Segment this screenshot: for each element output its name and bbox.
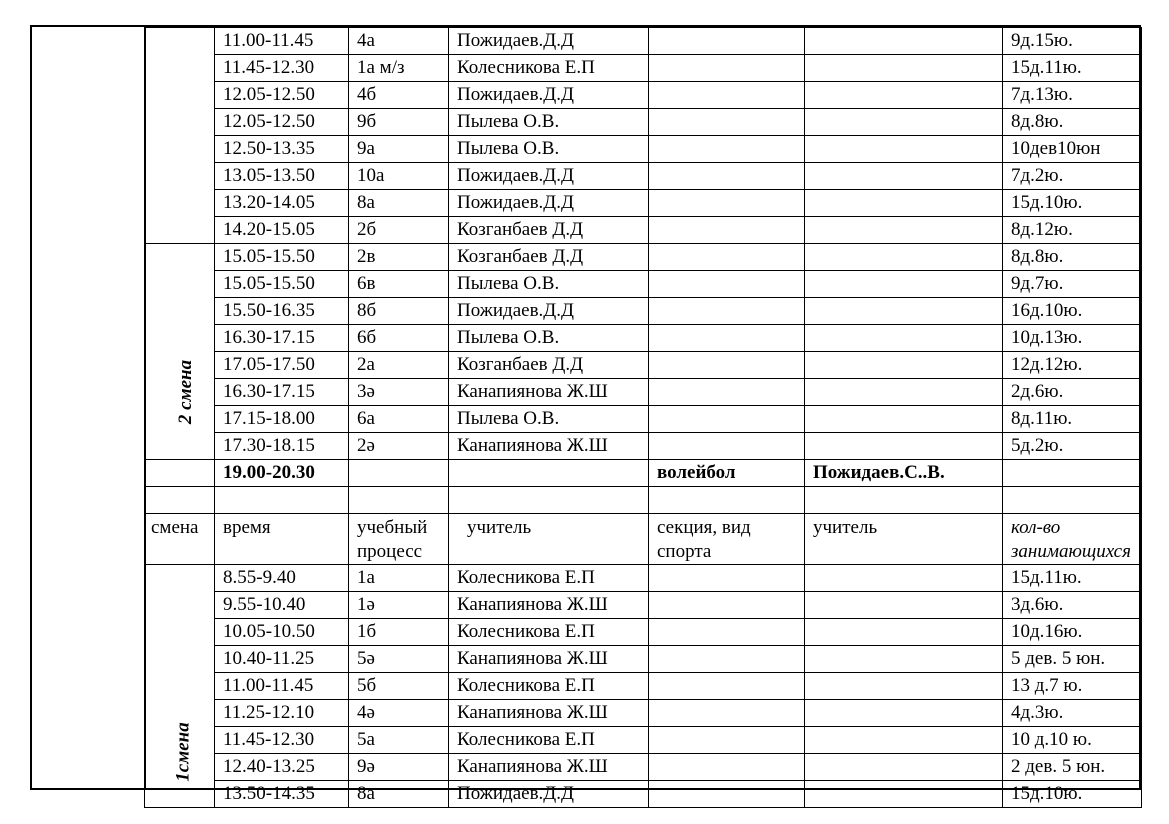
teacher-cell: Пылева О.В. (449, 406, 649, 433)
teacher-cell: Пожидаев.Д.Д (449, 190, 649, 217)
section-cell (649, 136, 805, 163)
count-cell: 2д.6ю. (1003, 379, 1142, 406)
class-cell: 4ә (349, 700, 449, 727)
count-cell: 7д.2ю. (1003, 163, 1142, 190)
section-teacher-cell (805, 55, 1003, 82)
section-teacher: Пожидаев.С..В. (805, 460, 1003, 487)
section-teacher-cell (805, 433, 1003, 460)
class-cell: 6а (349, 406, 449, 433)
time-cell: 15.50-16.35 (215, 298, 349, 325)
count-cell: 5 дев. 5 юн. (1003, 646, 1142, 673)
teacher-cell: Пожидаев.Д.Д (449, 82, 649, 109)
table-row (145, 592, 1142, 619)
teacher-cell: Пожидаев.Д.Д (449, 28, 649, 55)
section-teacher-cell (805, 271, 1003, 298)
table-row (145, 271, 1142, 298)
table-row (145, 379, 1142, 406)
class-cell: 2б (349, 217, 449, 244)
teacher-cell: Канапиянова Ж.Ш (449, 433, 649, 460)
smena-cell (145, 28, 215, 244)
table-row (145, 406, 1142, 433)
section-teacher-cell (805, 28, 1003, 55)
count-cell: 12д.12ю. (1003, 352, 1142, 379)
section-cell (649, 433, 805, 460)
time-cell: 11.45-12.30 (215, 727, 349, 754)
teacher-cell: Колесникова Е.П (449, 673, 649, 700)
class-cell: 6в (349, 271, 449, 298)
teacher-cell: Колесникова Е.П (449, 727, 649, 754)
class-cell: 9ә (349, 754, 449, 781)
count-cell: 13 д.7 ю. (1003, 673, 1142, 700)
class-cell: 1ә (349, 592, 449, 619)
section-cell (649, 781, 805, 808)
class-cell: 4б (349, 82, 449, 109)
count-cell: 9д.15ю. (1003, 28, 1142, 55)
table-row (145, 700, 1142, 727)
section-teacher-cell (805, 379, 1003, 406)
section-teacher-cell (805, 298, 1003, 325)
time-cell: 16.30-17.15 (215, 325, 349, 352)
count-cell: 10д.13ю. (1003, 325, 1142, 352)
section-time: 19.00-20.30 (215, 460, 349, 487)
count-cell: 5д.2ю. (1003, 433, 1142, 460)
time-cell: 11.45-12.30 (215, 55, 349, 82)
section-cell (649, 700, 805, 727)
table-row (145, 217, 1142, 244)
section-teacher-cell (805, 82, 1003, 109)
empty-row (145, 487, 1142, 514)
teacher-cell: Колесникова Е.П (449, 55, 649, 82)
header-time: время (215, 514, 349, 565)
table-row (145, 619, 1142, 646)
section-cell (649, 565, 805, 592)
count-cell: 15д.11ю. (1003, 565, 1142, 592)
class-cell: 1а м/з (349, 55, 449, 82)
class-cell: 6б (349, 325, 449, 352)
time-cell: 9.55-10.40 (215, 592, 349, 619)
class-cell: 2в (349, 244, 449, 271)
table-row (145, 28, 1142, 55)
time-cell: 8.55-9.40 (215, 565, 349, 592)
section-teacher-cell (805, 646, 1003, 673)
section-teacher-cell (805, 781, 1003, 808)
section-teacher-cell (805, 244, 1003, 271)
teacher-cell: Козганбаев Д.Д (449, 352, 649, 379)
section-teacher-cell (805, 352, 1003, 379)
time-cell: 13.20-14.05 (215, 190, 349, 217)
class-cell: 9б (349, 109, 449, 136)
class-cell: 9а (349, 136, 449, 163)
smena-cell (145, 244, 215, 460)
section-teacher-cell (805, 700, 1003, 727)
class-cell: 2а (349, 352, 449, 379)
section-cell (649, 163, 805, 190)
section-cell (649, 673, 805, 700)
class-cell: 5а (349, 727, 449, 754)
table-row (145, 109, 1142, 136)
section-cell (649, 619, 805, 646)
shift-1-label: 1смена (172, 722, 194, 782)
time-cell: 13.50-14.35 (215, 781, 349, 808)
header-smena: смена (145, 514, 215, 565)
table-row (145, 433, 1142, 460)
time-cell: 17.15-18.00 (215, 406, 349, 433)
section-teacher-cell (805, 727, 1003, 754)
count-cell: 10дев10юн (1003, 136, 1142, 163)
section-cell (649, 352, 805, 379)
table-row (145, 754, 1142, 781)
teacher-cell: Канапиянова Ж.Ш (449, 592, 649, 619)
teacher-cell: Пылева О.В. (449, 136, 649, 163)
section-cell (649, 646, 805, 673)
time-cell: 12.05-12.50 (215, 82, 349, 109)
teacher-cell: Канапиянова Ж.Ш (449, 754, 649, 781)
header-teacher2: учитель (805, 514, 1003, 565)
section-cell (649, 325, 805, 352)
table-row (145, 352, 1142, 379)
teacher-cell: Пожидаев.Д.Д (449, 163, 649, 190)
table-row (145, 55, 1142, 82)
section-teacher-cell (805, 136, 1003, 163)
class-cell: 4а (349, 28, 449, 55)
count-cell: 7д.13ю. (1003, 82, 1142, 109)
section-cell (649, 109, 805, 136)
table-row (145, 646, 1142, 673)
table-row (145, 136, 1142, 163)
time-cell: 16.30-17.15 (215, 379, 349, 406)
table-row (145, 82, 1142, 109)
section-cell (649, 190, 805, 217)
table-row (145, 781, 1142, 808)
class-cell: 8а (349, 190, 449, 217)
schedule-table (144, 27, 1142, 808)
count-cell: 2 дев. 5 юн. (1003, 754, 1142, 781)
table-row (145, 244, 1142, 271)
count-cell: 15д.11ю. (1003, 55, 1142, 82)
count-cell: 3д.6ю. (1003, 592, 1142, 619)
shift-2-label: 2 смена (175, 359, 197, 425)
time-cell: 15.05-15.50 (215, 271, 349, 298)
time-cell: 10.40-11.25 (215, 646, 349, 673)
count-cell: 8д.8ю. (1003, 244, 1142, 271)
section-teacher-cell (805, 163, 1003, 190)
table-row (145, 163, 1142, 190)
time-cell: 15.05-15.50 (215, 244, 349, 271)
teacher-cell: Колесникова Е.П (449, 619, 649, 646)
section-cell (649, 271, 805, 298)
class-cell: 5б (349, 673, 449, 700)
table-row (145, 325, 1142, 352)
count-cell: 15д.10ю. (1003, 781, 1142, 808)
class-cell: 8а (349, 781, 449, 808)
header-count: кол-во занимающихся (1003, 514, 1142, 565)
time-cell: 17.05-17.50 (215, 352, 349, 379)
teacher-cell: Пылева О.В. (449, 271, 649, 298)
teacher-cell: Пылева О.В. (449, 325, 649, 352)
teacher-cell: Канапиянова Ж.Ш (449, 646, 649, 673)
time-cell: 12.40-13.25 (215, 754, 349, 781)
count-cell: 9д.7ю. (1003, 271, 1142, 298)
section-name: волейбол (649, 460, 805, 487)
section-row (145, 460, 1142, 487)
class-cell: 1а (349, 565, 449, 592)
section-cell (649, 28, 805, 55)
table-row (145, 298, 1142, 325)
time-cell: 10.05-10.50 (215, 619, 349, 646)
section-teacher-cell (805, 217, 1003, 244)
section-teacher-cell (805, 565, 1003, 592)
teacher-cell: Канапиянова Ж.Ш (449, 379, 649, 406)
time-cell: 14.20-15.05 (215, 217, 349, 244)
section-teacher-cell (805, 592, 1003, 619)
header-row (145, 514, 1142, 565)
section-cell (649, 217, 805, 244)
time-cell: 12.50-13.35 (215, 136, 349, 163)
section-teacher-cell (805, 406, 1003, 433)
header-section: секция, вид спорта (649, 514, 805, 565)
teacher-cell: Колесникова Е.П (449, 565, 649, 592)
table-row (145, 565, 1142, 592)
table-row (145, 727, 1142, 754)
count-cell: 8д.12ю. (1003, 217, 1142, 244)
time-cell: 17.30-18.15 (215, 433, 349, 460)
class-cell: 10а (349, 163, 449, 190)
count-cell: 8д.8ю. (1003, 109, 1142, 136)
section-cell (649, 754, 805, 781)
header-process: учебный процесс (349, 514, 449, 565)
section-teacher-cell (805, 109, 1003, 136)
class-cell: 1б (349, 619, 449, 646)
teacher-cell: Пожидаев.Д.Д (449, 298, 649, 325)
count-cell: 10 д.10 ю. (1003, 727, 1142, 754)
schedule-frame (30, 25, 1141, 804)
count-cell: 15д.10ю. (1003, 190, 1142, 217)
count-cell: 8д.11ю. (1003, 406, 1142, 433)
time-cell: 13.05-13.50 (215, 163, 349, 190)
time-cell: 11.00-11.45 (215, 28, 349, 55)
section-teacher-cell (805, 673, 1003, 700)
section-teacher-cell (805, 325, 1003, 352)
time-cell: 11.25-12.10 (215, 700, 349, 727)
table-row (145, 673, 1142, 700)
teacher-cell: Козганбаев Д.Д (449, 217, 649, 244)
teacher-cell: Канапиянова Ж.Ш (449, 700, 649, 727)
class-cell: 8б (349, 298, 449, 325)
teacher-cell: Пылева О.В. (449, 109, 649, 136)
section-teacher-cell (805, 619, 1003, 646)
class-cell: 5ә (349, 646, 449, 673)
section-cell (649, 727, 805, 754)
time-cell: 12.05-12.50 (215, 109, 349, 136)
class-cell: 2ә (349, 433, 449, 460)
section-cell (649, 82, 805, 109)
teacher-cell: Пожидаев.Д.Д (449, 781, 649, 808)
section-cell (649, 379, 805, 406)
section-cell (649, 406, 805, 433)
section-cell (649, 298, 805, 325)
section-cell (649, 244, 805, 271)
count-cell: 4д.3ю. (1003, 700, 1142, 727)
header-teacher: учитель (449, 514, 649, 565)
count-cell: 10д.16ю. (1003, 619, 1142, 646)
section-cell (649, 55, 805, 82)
class-cell: 3ә (349, 379, 449, 406)
section-cell (649, 592, 805, 619)
time-cell: 11.00-11.45 (215, 673, 349, 700)
teacher-cell: Козганбаев Д.Д (449, 244, 649, 271)
section-teacher-cell (805, 754, 1003, 781)
table-row (145, 190, 1142, 217)
count-cell: 16д.10ю. (1003, 298, 1142, 325)
section-teacher-cell (805, 190, 1003, 217)
